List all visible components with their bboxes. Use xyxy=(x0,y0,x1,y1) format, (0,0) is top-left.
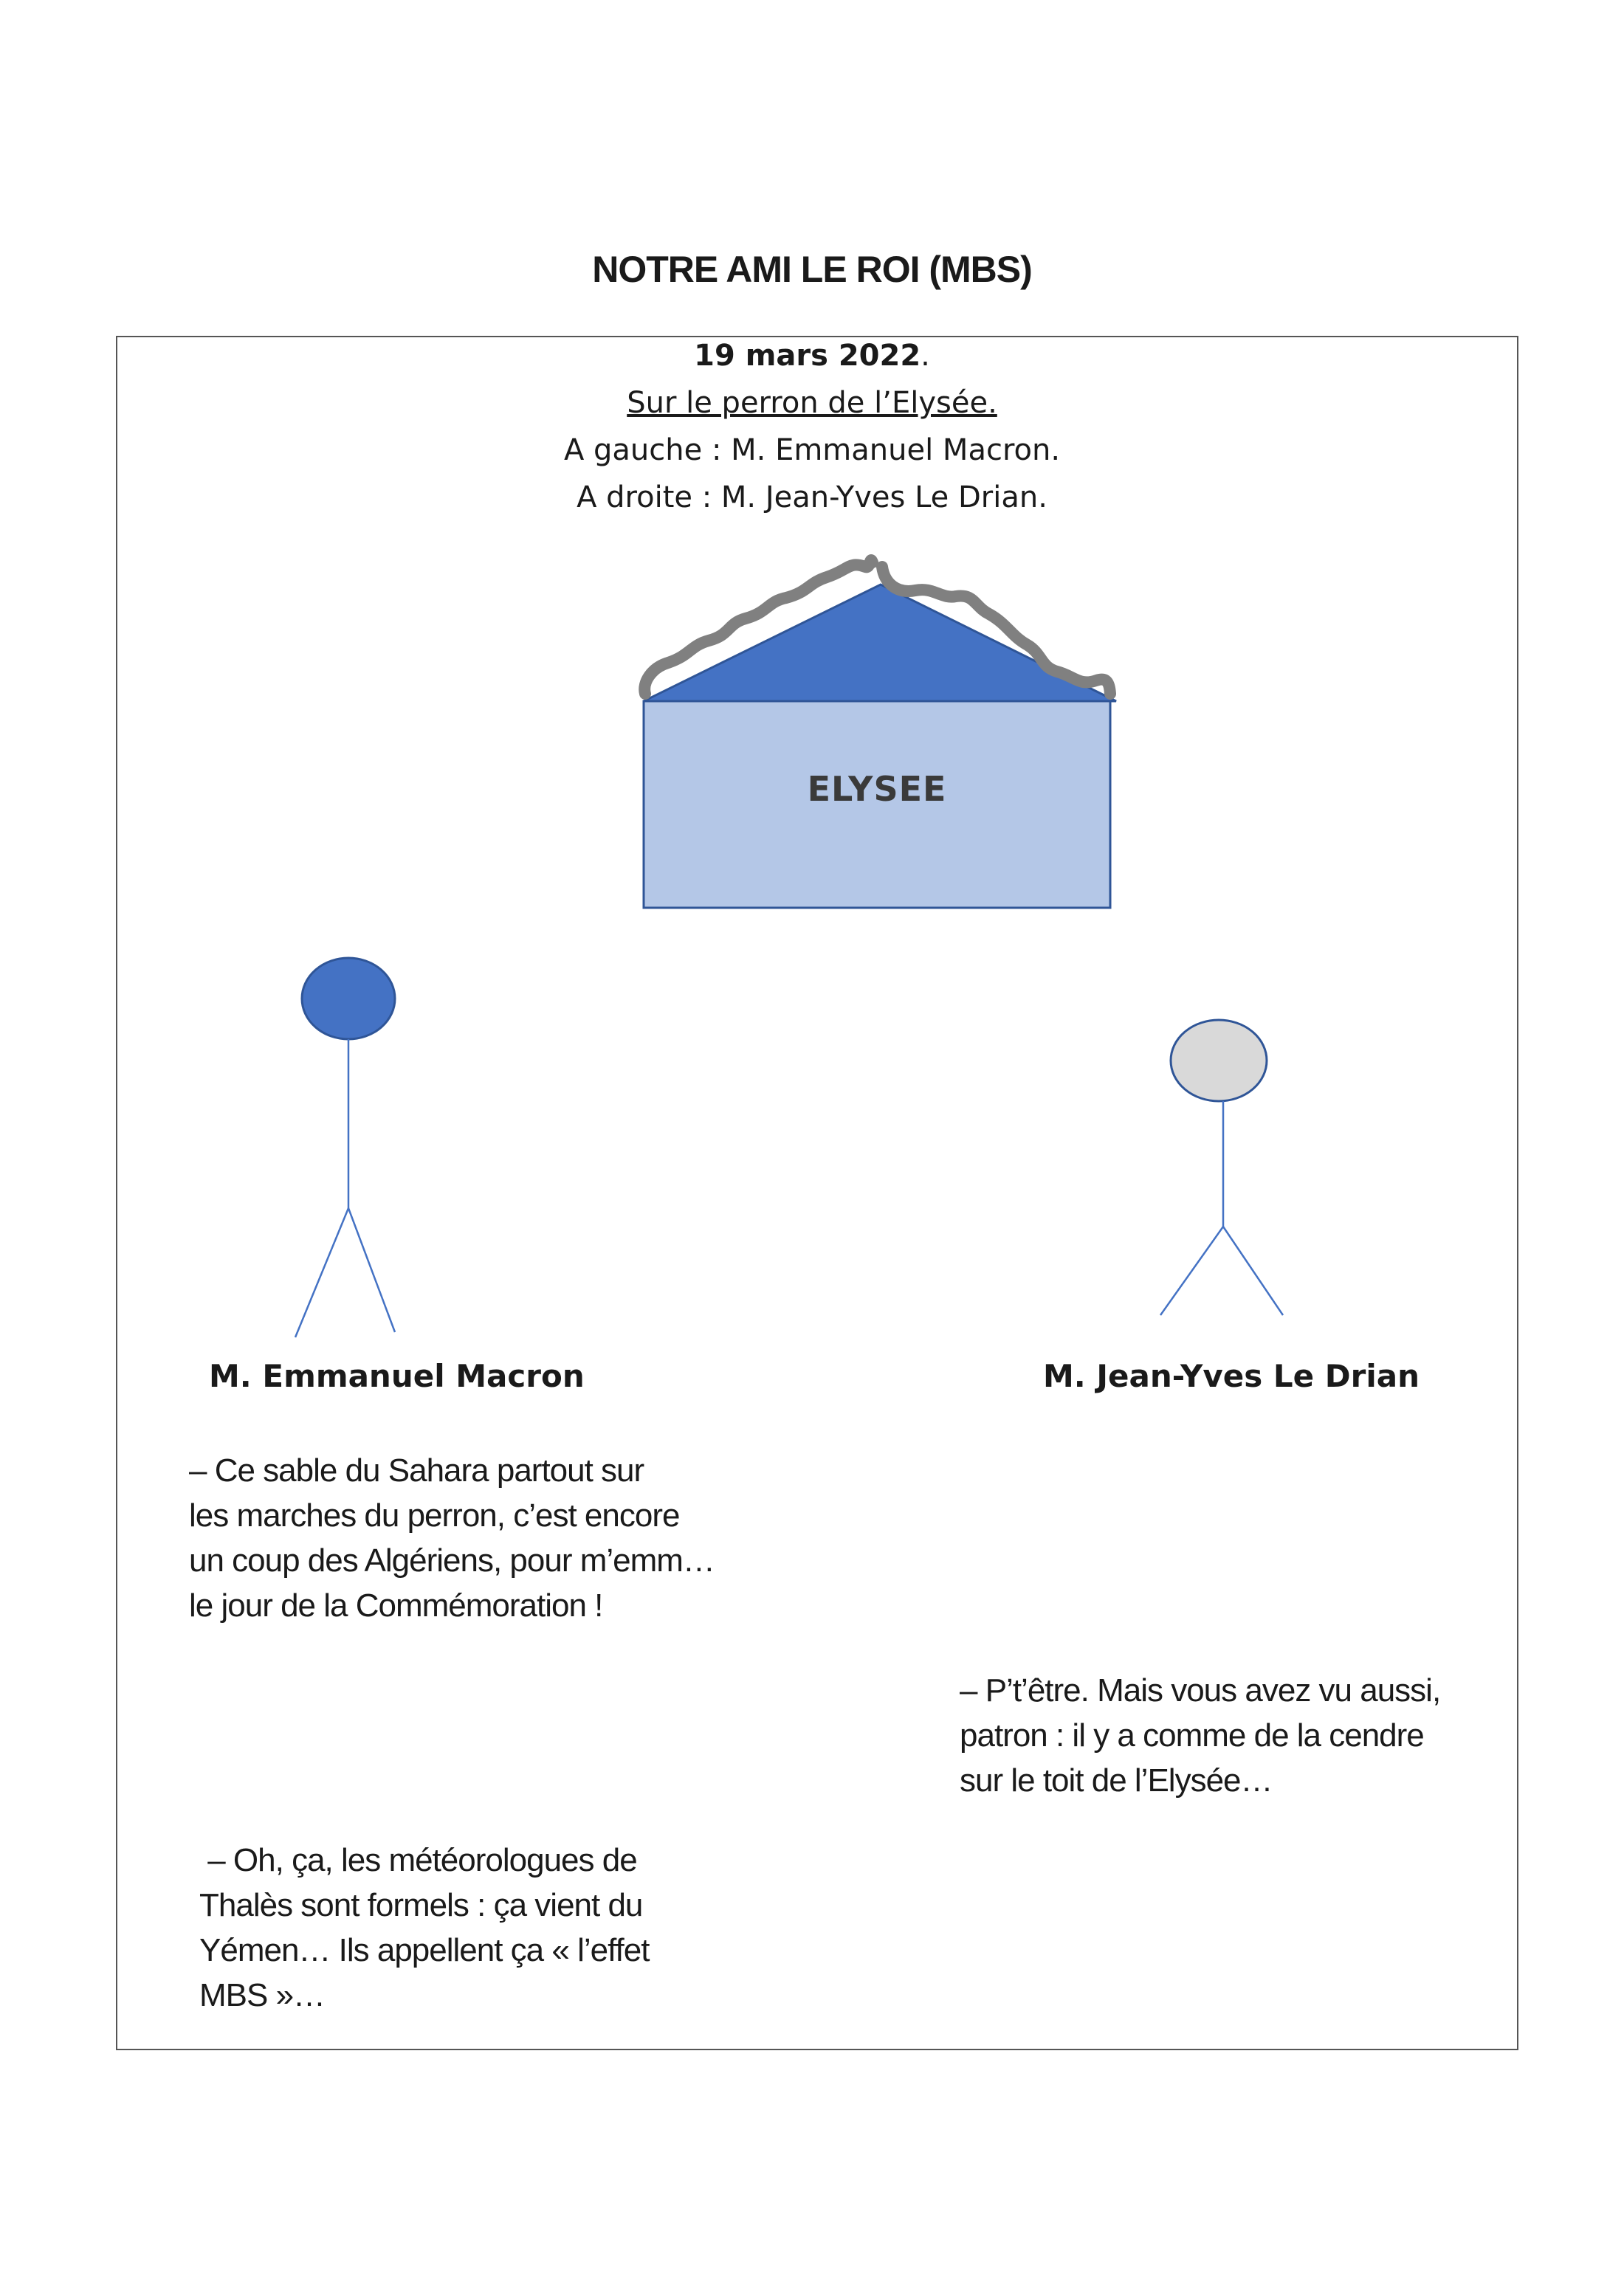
macron-right-leg xyxy=(348,1208,395,1332)
scene-date-suffix: . xyxy=(921,339,930,373)
right-caption: A droite : M. Jean-Yves Le Drian. xyxy=(577,480,1047,514)
le-drian-head xyxy=(1171,1020,1267,1101)
le-drian-left-leg xyxy=(1160,1227,1223,1315)
macron-head xyxy=(302,958,395,1039)
scene-date-value: 19 mars 2022 xyxy=(694,339,921,373)
macron-name: M. Emmanuel Macron xyxy=(209,1358,585,1394)
macron-speech-1: – Ce sable du Sahara partout sur les marches du perron, c’est encore un coup des Algériens, pour m’emm… le jour de la Commémoration ! xyxy=(189,1452,715,1624)
le-drian-name: M. Jean-Yves Le Drian xyxy=(1043,1358,1420,1394)
scene-place: Sur le perron de l’Elysée. xyxy=(627,386,997,420)
page-title: NOTRE AMI LE ROI (MBS) xyxy=(592,249,1032,290)
left-caption: A gauche : M. Emmanuel Macron. xyxy=(563,433,1061,467)
macron-left-leg xyxy=(295,1208,348,1337)
le-drian-right-leg xyxy=(1223,1227,1283,1315)
macron-speech-2: – Oh, ça, les météorologues de Thalès sont formels : ça vient du Yémen… Ils appellent ça « l’effet MBS »… xyxy=(199,1842,650,2013)
elysee-label: ELYSEE xyxy=(807,769,947,809)
le-drian-speech: – P’t’être. Mais vous avez vu aussi, patron : il y a comme de la cendre sur le toit de l’Elysée… xyxy=(960,1672,1441,1799)
